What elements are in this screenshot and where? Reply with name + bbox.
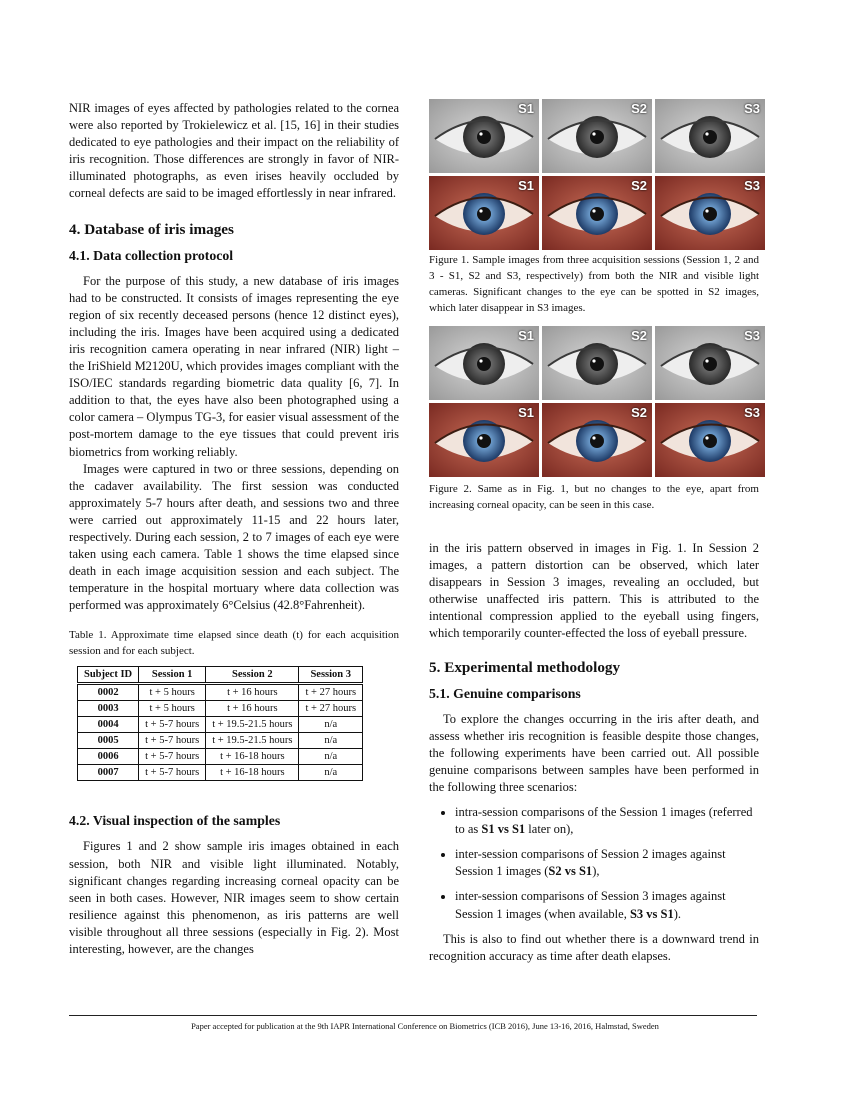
table-row xyxy=(78,684,363,701)
table-cell: t + 19.5-21.5 hours xyxy=(206,733,299,749)
section-4-2-heading: 4.2. Visual inspection of the samples xyxy=(69,813,281,829)
table-cell: t + 5 hours xyxy=(139,684,206,701)
figure-1-image-grid xyxy=(429,99,765,250)
table-cell: t + 5-7 hours xyxy=(139,717,206,733)
figure-2-nir-s3-image xyxy=(655,326,765,400)
table-cell: 0002 xyxy=(78,684,139,701)
table-cell: 0006 xyxy=(78,749,139,765)
session-label: S2 xyxy=(631,101,647,116)
table-cell: t + 27 hours xyxy=(299,701,363,717)
footer-note: Paper accepted for publication at the 9th IAPR International Conference on Biometrics (ICB 2016), June 13-16, 2016, Halmstad, Sweden xyxy=(191,1021,659,1031)
figure-1-nir-s3-image xyxy=(655,99,765,173)
list-item-text: inter-session comparisons of Session 3 images against Session 1 images (when available, xyxy=(455,889,726,921)
table-row xyxy=(78,765,363,781)
table-cell: t + 5-7 hours xyxy=(139,765,206,781)
table-cell: 0004 xyxy=(78,717,139,733)
list-item-bold: S3 vs S1 xyxy=(629,906,674,921)
list-item-tail: ), xyxy=(592,864,600,879)
table-cell: t + 5-7 hours xyxy=(139,749,206,765)
scenario-list xyxy=(429,804,759,923)
figure-2-nir-s1-image xyxy=(429,326,539,400)
section-4-1-paragraph-2: Images were captured in two or three sessions, depending on the cadaver availability. The first session was conducted approximately 5-7 hours after death, and sessions two and three were carried out approximately 11-15 and 22 hours later, respectively. During each session, 2 to 7 images of each eye were taken using each camera. Table 1 shows the time elapsed since death in each image acquisition session and each subject. The temperature in the hospital mortuary where data collection was performed was approximately 6°Celsius (42.8°Fahrenheit). xyxy=(69,461,399,613)
session-label: S3 xyxy=(744,101,760,116)
table-cell: n/a xyxy=(299,717,363,733)
table-row xyxy=(78,701,363,717)
figure-1-visible-s1-image xyxy=(429,176,539,250)
section-4-1-heading: 4.1. Data collection protocol xyxy=(69,247,234,263)
section-5-1-paragraph: To explore the changes occurring in the iris after death, and assess whether iris recognition is feasible despite those changes, the following experiments have been carried out. All possible genuine comparisons between samples have been performed in the following three scenarios: xyxy=(429,711,759,794)
session-label: S1 xyxy=(518,178,534,193)
list-item-bold: S1 vs S1 xyxy=(481,822,526,837)
list-item xyxy=(455,846,759,880)
session-label: S1 xyxy=(518,328,534,343)
figure-1-nir-s1-image xyxy=(429,99,539,173)
table-row xyxy=(78,717,363,733)
section-4-2-paragraph: Figures 1 and 2 show sample iris images obtained in each session, both NIR and visible light illuminated. Notably, significant changes regarding increasing corneal opacity can be seen in both cases. However, NIR images seem to show certain resilience against this phenomenon, as iris patterns are well visible throughout all three sessions (especially in Fig. 2). Most interesting, however, are the changes xyxy=(69,839,399,956)
table-cell: t + 16 hours xyxy=(206,701,299,717)
table-cell: t + 16-18 hours xyxy=(206,765,299,781)
session-label: S3 xyxy=(744,178,760,193)
table-1-caption: Table 1. Approximate time elapsed since death (t) for each acquisition session and for each subject. xyxy=(69,629,399,658)
intro-paragraph: NIR images of eyes affected by pathologies related to the cornea were also reported by Trokielewicz et al. [15, 16] in their studies dedicated to eye pathologies and their impact on the reliability of iris recognition. Those differences are strongly in favor of NIR-illuminated photographs, as even irises heavily occluded by corneal defects are said to be imaged effortlessly in near infrared. xyxy=(69,101,399,201)
figure-2-visible-s3-image xyxy=(655,403,765,477)
table-cell: 0003 xyxy=(78,701,139,717)
table-row xyxy=(78,749,363,765)
session-label: S2 xyxy=(631,178,647,193)
list-item-tail: later on), xyxy=(525,822,574,837)
closing-paragraph: This is also to find out whether there is a downward trend in recognition accuracy as time after death elapses. xyxy=(429,931,759,963)
list-item-text: intra-session comparisons of the Session 1 images (referred to as xyxy=(455,805,753,837)
table-cell: t + 5-7 hours xyxy=(139,733,206,749)
table-cell: n/a xyxy=(299,765,363,781)
figure-2-visible-s1-image xyxy=(429,403,539,477)
figure-1-visible-s2-image xyxy=(542,176,652,250)
table-cell: t + 16 hours xyxy=(206,684,299,701)
list-item-text: inter-session comparisons of Session 2 images against Session 1 images ( xyxy=(455,847,726,879)
right-column xyxy=(429,540,759,965)
session-label: S2 xyxy=(631,328,647,343)
figure-2-image-grid xyxy=(429,326,765,477)
table-header-row xyxy=(78,667,363,684)
table-cell: t + 5 hours xyxy=(139,701,206,717)
left-column xyxy=(69,100,399,958)
continuation-paragraph: in the iris pattern observed in images in Fig. 1. In Session 2 images, a pattern distortion can be observed, which later disappears in Session 3 images, revealing an occluded, but otherwise unaffected iris pattern. This is attributed to the intentional compression applied to the eyeball using fingers, which temporarily counter-effected the loss of eyeball pressure. xyxy=(429,541,759,641)
table-row xyxy=(78,733,363,749)
table-header-cell: Session 2 xyxy=(206,667,299,684)
table-header-cell: Session 1 xyxy=(139,667,206,684)
table-cell: t + 16-18 hours xyxy=(206,749,299,765)
section-4-heading: 4. Database of iris images xyxy=(69,220,234,238)
section-4-1-paragraph-1: For the purpose of this study, a new database of iris images had to be constructed. It consists of images representing the eye region of six recently deceased persons (hence 12 distinct eyes), including the iris. Images have been acquired using a dedicated iris recognition camera operating in near infrared (NIR) light – the IriShield M2120U, which provides images compliant with the ISO/IEC standards regarding biometric data quality [6, 7]. In addition to that, the eyes have also been photographed using a color camera – Olympus TG-3, for easier visual assessment of the post-mortem damage to the eye tissues that could prevent iris biometrics from working reliably. xyxy=(69,273,399,459)
figure-2-nir-s2-image xyxy=(542,326,652,400)
session-label: S1 xyxy=(518,405,534,420)
table-cell: n/a xyxy=(299,749,363,765)
table-cell: t + 27 hours xyxy=(299,684,363,701)
figure-1-visible-s3-image xyxy=(655,176,765,250)
session-label: S3 xyxy=(744,405,760,420)
table-cell: 0005 xyxy=(78,733,139,749)
figure-1-caption: Figure 1. Sample images from three acquisition sessions (Session 1, 2 and 3 - S1, S2 and S3, respectively) from both the NIR and visible light cameras. Significant changes to the eye can be spotted in S2 images, which later disappear in S3 images. xyxy=(429,254,759,314)
section-5-heading: 5. Experimental methodology xyxy=(429,658,621,676)
list-item xyxy=(455,804,759,838)
session-label: S1 xyxy=(518,101,534,116)
figure-2-caption: Figure 2. Same as in Fig. 1, but no changes to the eye, apart from increasing corneal opacity, can be seen in this case. xyxy=(429,483,759,511)
section-5-1-heading: 5.1. Genuine comparisons xyxy=(429,685,581,701)
list-item-tail: ). xyxy=(673,906,682,921)
table-cell: 0007 xyxy=(78,765,139,781)
table-header-cell: Subject ID xyxy=(78,667,139,684)
session-label: S3 xyxy=(744,328,760,343)
list-item xyxy=(455,888,759,922)
table-1 xyxy=(77,666,363,781)
list-item-bold: S2 vs S1 xyxy=(548,864,593,879)
table-cell: t + 19.5-21.5 hours xyxy=(206,717,299,733)
table-header-cell: Session 3 xyxy=(299,667,363,684)
table-cell: n/a xyxy=(299,733,363,749)
footer-divider xyxy=(69,1015,757,1016)
figure-1-nir-s2-image xyxy=(542,99,652,173)
figure-2-visible-s2-image xyxy=(542,403,652,477)
session-label: S2 xyxy=(631,405,647,420)
